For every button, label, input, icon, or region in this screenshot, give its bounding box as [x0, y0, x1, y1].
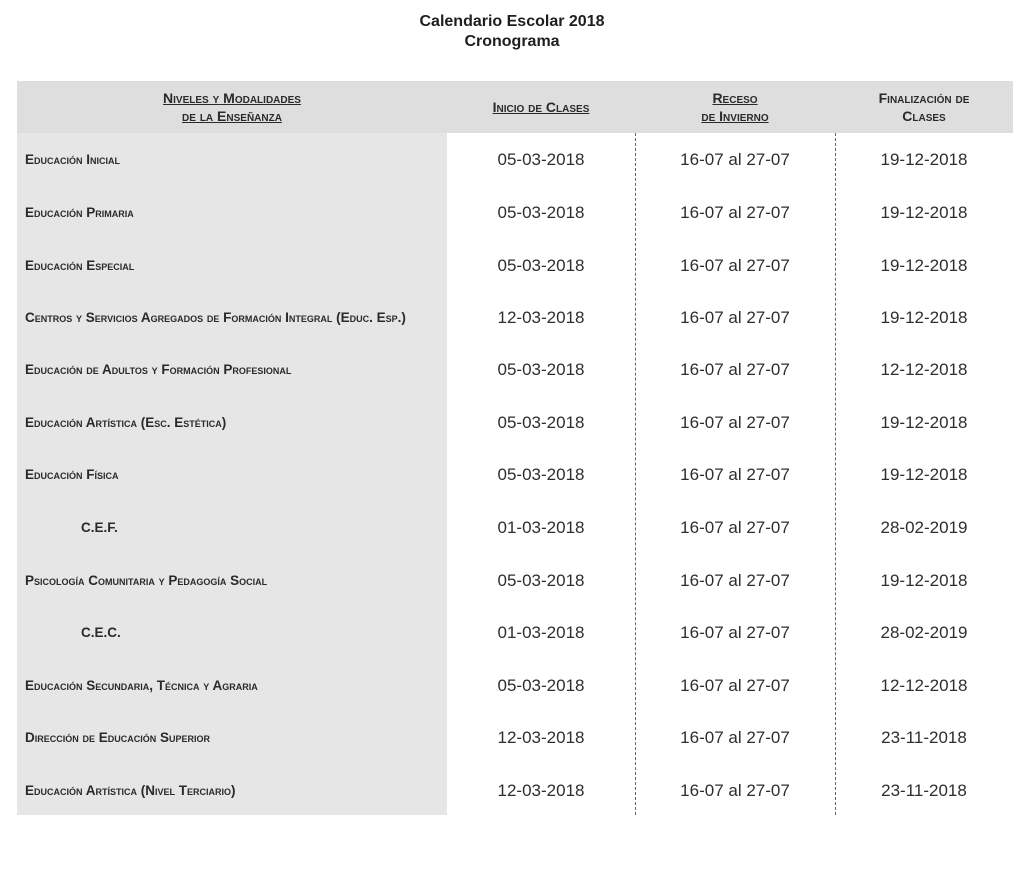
table-row — [17, 448, 1013, 501]
table-row — [17, 554, 1013, 607]
end-date-cell: 19-12-2018 — [880, 255, 968, 275]
schedule-table — [17, 81, 1013, 815]
header-levels-line1: Niveles y Modalidades — [163, 90, 301, 106]
start-date-cell: 05-03-2018 — [497, 412, 585, 432]
level-cell: Psicología Comunitaria y Pedagogía Social — [25, 573, 268, 588]
winter-break-cell: 16-07 al 27-07 — [680, 412, 790, 432]
start-date-cell: 12-03-2018 — [497, 780, 585, 800]
table-row — [17, 343, 1013, 396]
level-cell: Educación Física — [25, 467, 119, 482]
winter-break-cell: 16-07 al 27-07 — [680, 307, 790, 327]
header-end-line2: Clases — [902, 108, 946, 124]
start-date-cell: 05-03-2018 — [497, 202, 585, 222]
header-winter-break — [635, 89, 835, 125]
header-winter-line1: Receso — [712, 90, 758, 106]
level-cell: Dirección de Educación Superior — [25, 730, 211, 745]
table-row — [17, 606, 1013, 659]
table-row — [17, 133, 1013, 186]
start-date-cell: 05-03-2018 — [497, 464, 585, 484]
level-cell: C.E.F. — [81, 520, 118, 535]
winter-break-cell: 16-07 al 27-07 — [680, 727, 790, 747]
header-levels — [17, 89, 447, 125]
start-date-cell: 05-03-2018 — [497, 255, 585, 275]
end-date-cell: 19-12-2018 — [880, 570, 968, 590]
header-levels-line2: de la Enseñanza — [182, 108, 282, 124]
level-cell: Educación Secundaria, Técnica y Agraria — [25, 678, 258, 693]
winter-break-cell: 16-07 al 27-07 — [680, 570, 790, 590]
level-cell: Educación Inicial — [25, 152, 121, 167]
end-date-cell: 19-12-2018 — [880, 149, 968, 169]
end-date-cell: 19-12-2018 — [880, 412, 968, 432]
start-date-cell: 12-03-2018 — [497, 727, 585, 747]
document-subtitle: Cronograma — [464, 33, 560, 50]
winter-break-cell: 16-07 al 27-07 — [680, 517, 790, 537]
end-date-cell: 23-11-2018 — [881, 727, 967, 747]
end-date-cell: 28-02-2019 — [880, 622, 968, 642]
level-cell: C.E.C. — [81, 625, 121, 640]
winter-break-cell: 16-07 al 27-07 — [680, 149, 790, 169]
level-cell: Educación Artística (Nivel Terciario) — [25, 783, 236, 798]
end-date-cell: 19-12-2018 — [880, 464, 968, 484]
end-date-cell: 23-11-2018 — [881, 780, 967, 800]
table-row — [17, 291, 1013, 344]
winter-break-cell: 16-07 al 27-07 — [680, 780, 790, 800]
level-cell: Educación Primaria — [25, 205, 134, 220]
start-date-cell: 05-03-2018 — [497, 675, 585, 695]
start-date-cell: 01-03-2018 — [497, 517, 585, 537]
winter-break-cell: 16-07 al 27-07 — [680, 202, 790, 222]
start-date-cell: 05-03-2018 — [497, 359, 585, 379]
table-row — [17, 764, 1013, 817]
level-cell: Educación de Adultos y Formación Profesional — [25, 362, 292, 377]
table-row — [17, 186, 1013, 239]
header-winter-line2: de Invierno — [701, 108, 769, 124]
document-title: Calendario Escolar 2018 — [419, 13, 605, 30]
table-row — [17, 501, 1013, 554]
end-date-cell: 28-02-2019 — [880, 517, 968, 537]
table-row — [17, 659, 1013, 712]
start-date-cell: 05-03-2018 — [497, 570, 585, 590]
level-cell: Educación Especial — [25, 258, 135, 273]
winter-break-cell: 16-07 al 27-07 — [680, 359, 790, 379]
start-date-cell: 01-03-2018 — [497, 622, 585, 642]
level-cell: Centros y Servicios Agregados de Formación Integral (Educ. Esp.) — [25, 310, 406, 325]
start-date-cell: 05-03-2018 — [497, 149, 585, 169]
winter-break-cell: 16-07 al 27-07 — [680, 255, 790, 275]
header-end-line1: Finalización de — [878, 90, 970, 106]
header-end — [835, 89, 1013, 125]
winter-break-cell: 16-07 al 27-07 — [680, 675, 790, 695]
header-start-label: Inicio de Clases — [492, 99, 590, 115]
start-date-cell: 12-03-2018 — [497, 307, 585, 327]
end-date-cell: 19-12-2018 — [880, 202, 968, 222]
end-date-cell: 12-12-2018 — [880, 359, 968, 379]
winter-break-cell: 16-07 al 27-07 — [680, 464, 790, 484]
end-date-cell: 19-12-2018 — [880, 307, 968, 327]
table-row — [17, 396, 1013, 449]
end-date-cell: 12-12-2018 — [880, 675, 968, 695]
table-row — [17, 239, 1013, 292]
document-titles — [0, 12, 1024, 52]
level-cell: Educación Artística (Esc. Estética) — [25, 415, 227, 430]
table-row — [17, 711, 1013, 764]
winter-break-cell: 16-07 al 27-07 — [680, 622, 790, 642]
header-start — [447, 98, 635, 116]
